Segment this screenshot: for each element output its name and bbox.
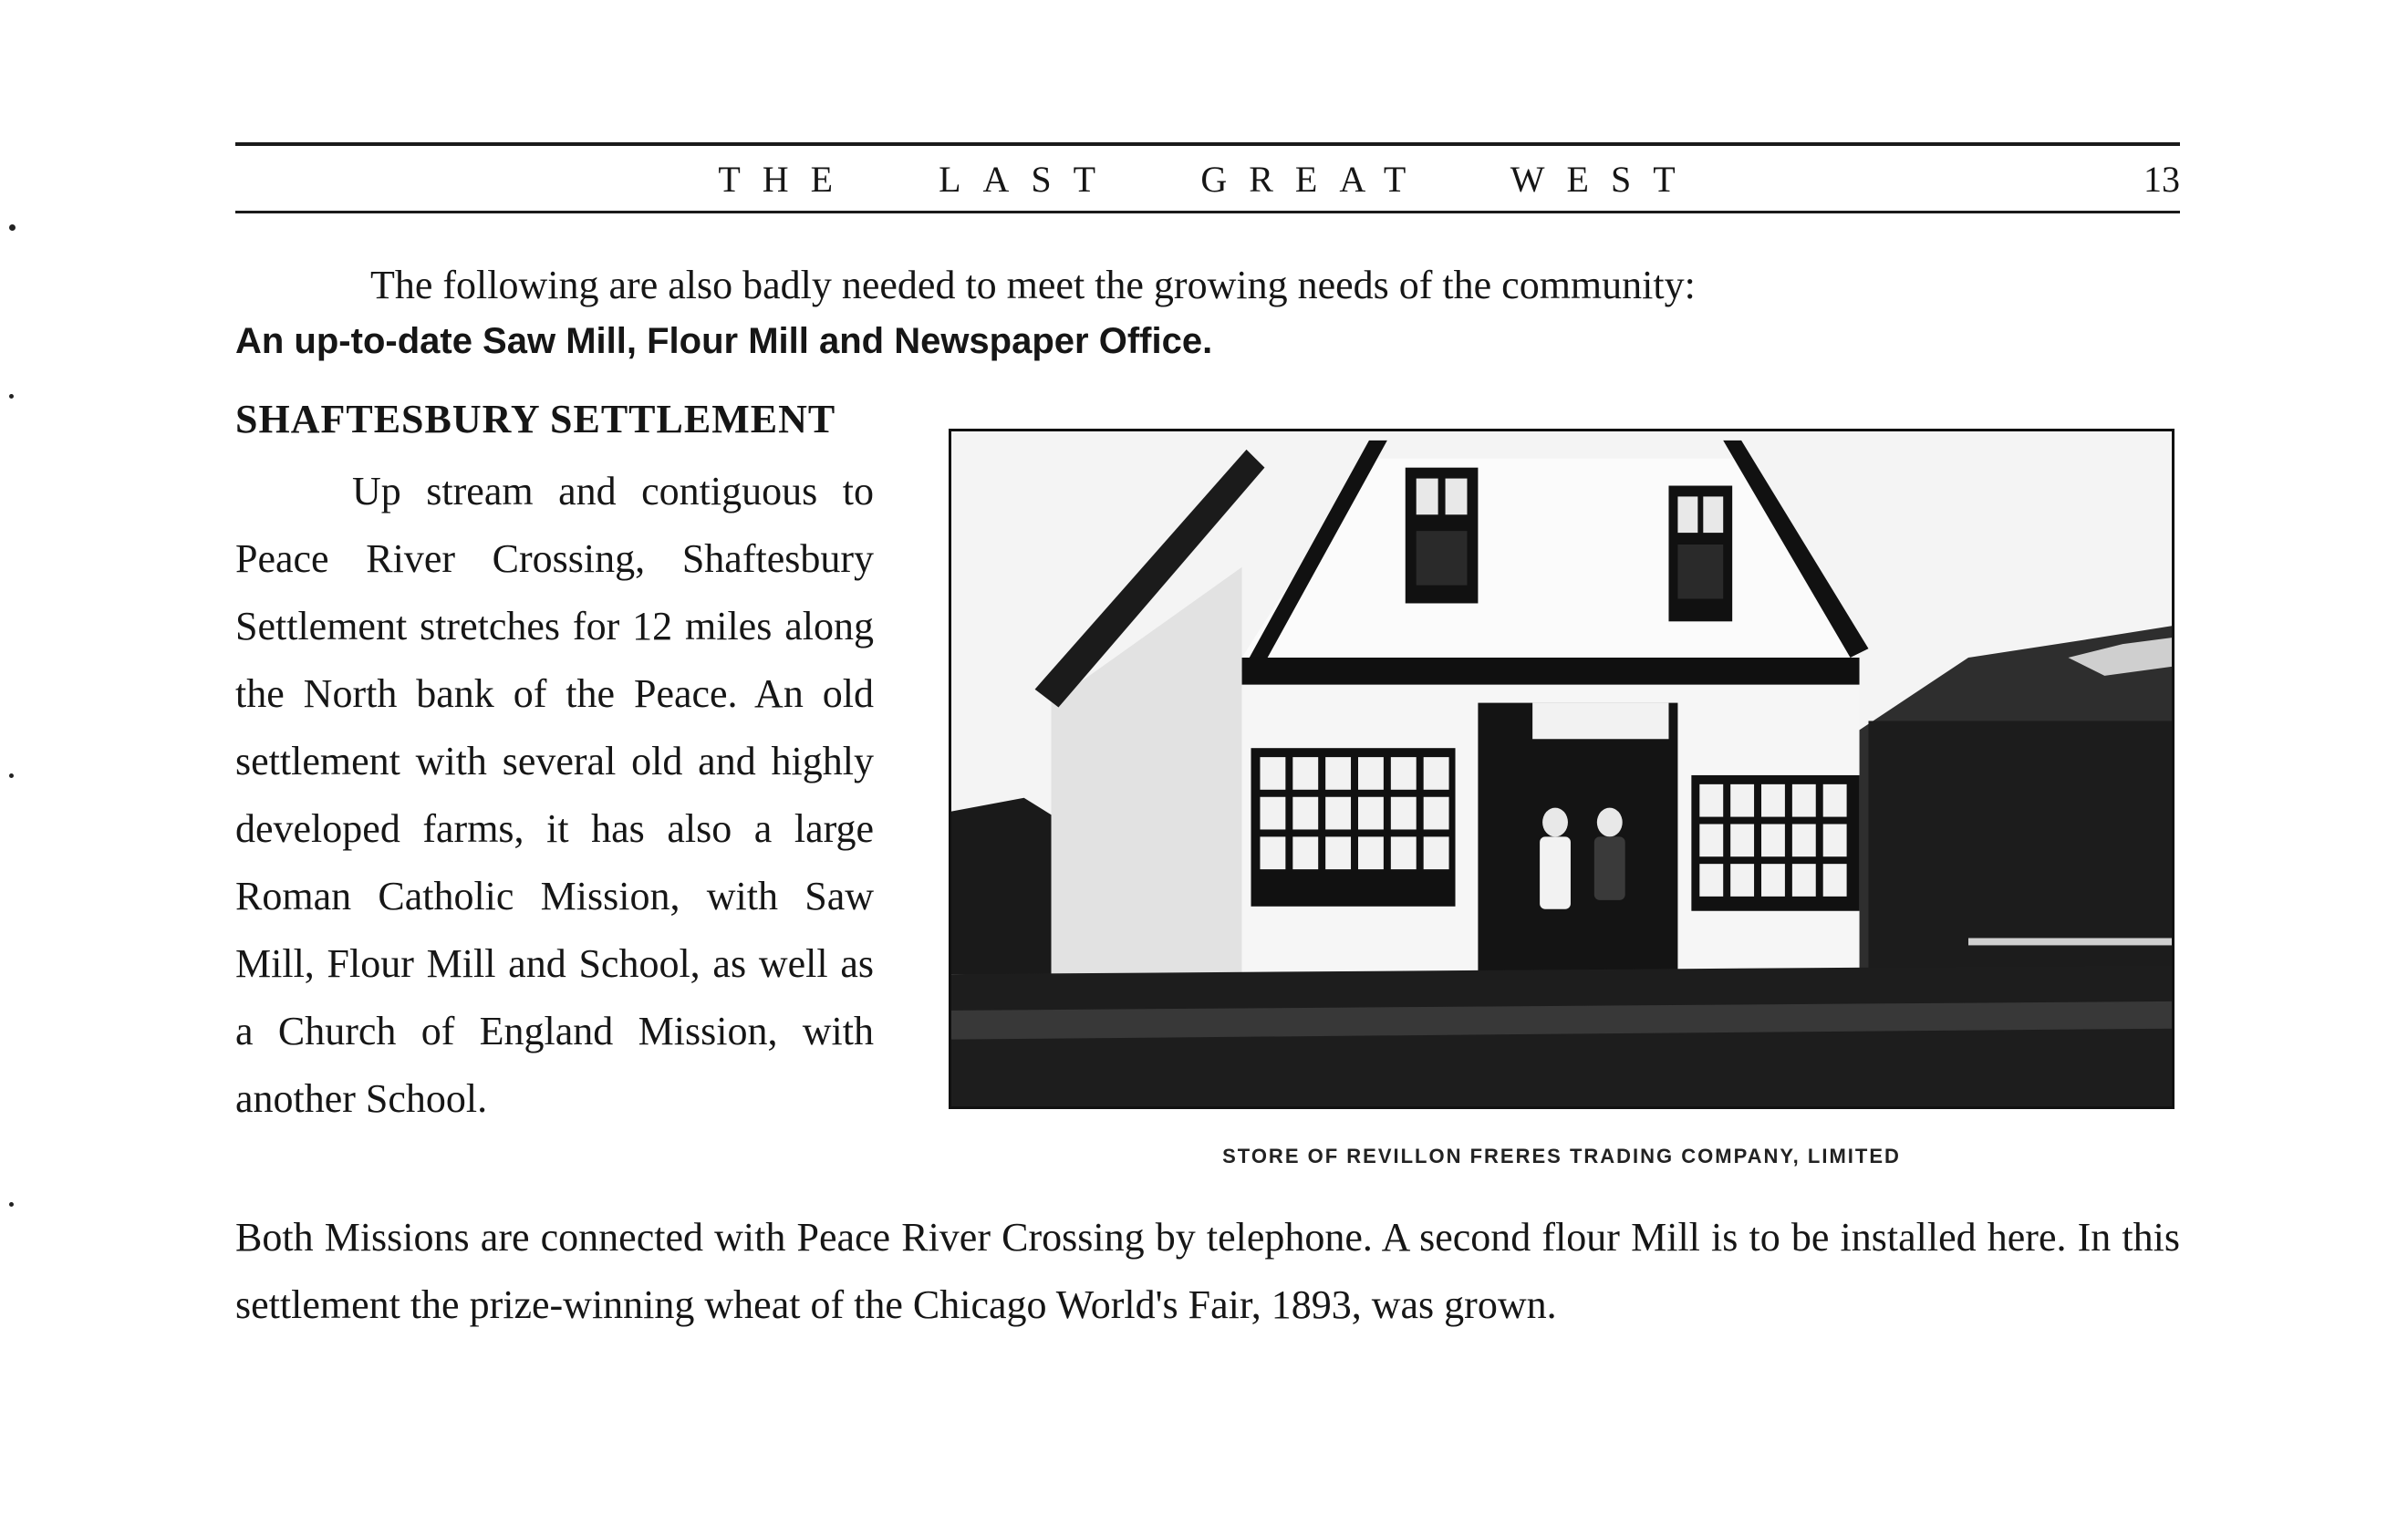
photo-caption: STORE OF REVILLON FRERES TRADING COMPANY, LIMITED — [1222, 1145, 1901, 1167]
margin-speck — [9, 224, 16, 231]
store-photograph — [949, 429, 2174, 1109]
running-header — [235, 153, 2180, 204]
margin-speck — [9, 1202, 14, 1207]
header-top-rule — [235, 142, 2180, 146]
missions-paragraph: Both Missions are connected with Peace River Crossing by telephone. A second flour Mill is to be installed here. In this settlement the prize-winning wheat of the Chicago World's Fair, 1893, was grown. — [235, 1215, 2180, 1327]
margin-speck — [9, 773, 14, 778]
running-title: THE LAST GREAT WEST — [718, 158, 1697, 200]
needed-facilities-line: An up-to-date Saw Mill, Flour Mill and Newspaper Office. — [235, 321, 1213, 361]
header-bottom-rule — [235, 211, 2180, 213]
store-building-illustration — [951, 431, 2172, 1106]
intro-paragraph: The following are also badly needed to meet the growing needs of the community: — [370, 263, 1696, 307]
section-heading: SHAFTESBURY SETTLEMENT — [235, 397, 836, 441]
margin-speck — [9, 394, 14, 399]
page-number: 13 — [2143, 158, 2180, 200]
settlement-paragraph: Up stream and contiguous to Peace River Crossing, Shaftesbury Settlement stretches for 12 miles along the North bank of the Peace. An old settlement with several old and highly developed farms, it has also a large Roman Catholic Mission, with Saw Mill, Flour Mill and School, as well as a Church of England Mission, with another School. — [235, 469, 874, 1121]
